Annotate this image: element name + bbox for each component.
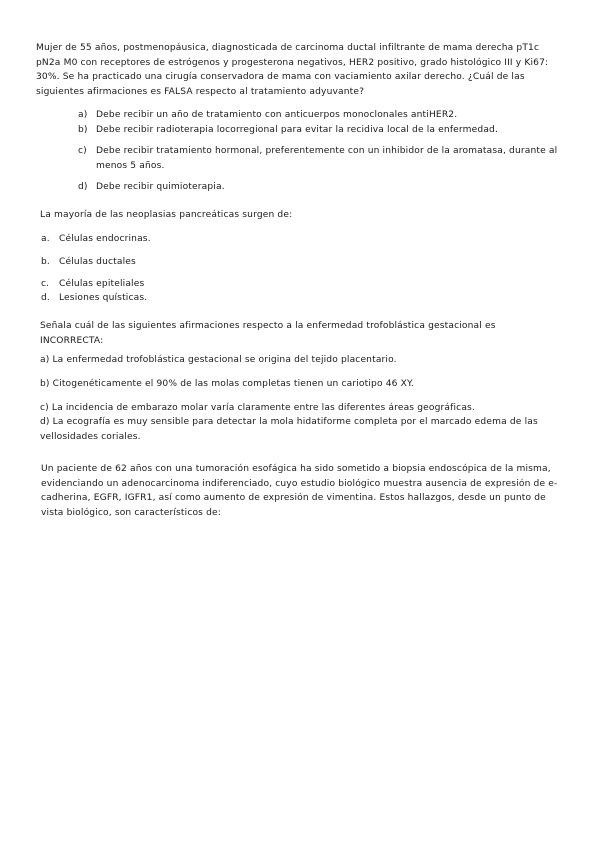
option-text: Debe recibir un año de tratamiento con anticuerpos monoclonales antiHER2. bbox=[96, 110, 458, 120]
question-2-stem: La mayoría de las neoplasias pancreáticas surgen de: bbox=[40, 210, 293, 220]
question-1-stem: Mujer de 55 años, postmenopáusica, diagnosticada de carcinoma ductal infiltrante de mama derecha pT1c pN2a M0 con receptores de estrógenos y progesterona negativos, HER2 positivo, grado histológico III y Ki67: 30%. Se ha practicado una cirugía conservadora de mama con vaciamiento axilar derecho. ¿Cuál de las siguientes afirmaciones es FALSA respecto al tratamiento adyuvante? bbox=[36, 43, 549, 97]
option-text: Lesiones quísticas. bbox=[59, 293, 148, 303]
question-3-option-a: a) La enfermedad trofoblástica gestacional se origina del tejido placentario. bbox=[40, 355, 397, 365]
option-text: Debe recibir quimioterapia. bbox=[96, 182, 225, 193]
option-letter: b. bbox=[41, 257, 50, 267]
option-letter: d) bbox=[78, 182, 88, 193]
option-text: Debe recibir tratamiento hormonal, preferentemente con un inhibidor de la aromatasa, durante al menos 5 años. bbox=[96, 146, 558, 171]
question-1-option-d bbox=[78, 180, 570, 195]
question-3-stem: Señala cuál de las siguientes afirmaciones respecto a la enfermedad trofoblástica gestacional es INCORRECTA: bbox=[40, 321, 496, 346]
option-letter: d. bbox=[41, 293, 50, 303]
option-text: Células ductales bbox=[59, 257, 136, 267]
option-text: Debe recibir radioterapia locorregional para evitar la recidiva local de la enfermedad. bbox=[96, 124, 499, 135]
option-letter: c) bbox=[78, 146, 87, 157]
question-1-option-c bbox=[78, 144, 570, 173]
question-1-option-a bbox=[78, 108, 570, 123]
question-2-option-a bbox=[41, 232, 541, 247]
question-2-option-c bbox=[41, 277, 541, 292]
option-text: Células endocrinas. bbox=[59, 234, 151, 244]
question-3-option-c: c) La incidencia de embarazo molar varía claramente entre las diferentes áreas geográficas. bbox=[40, 403, 475, 413]
question-2-option-d bbox=[41, 291, 541, 306]
option-letter: a) bbox=[78, 110, 88, 120]
question-4-stem: Un paciente de 62 años con una tumoración esofágica ha sido sometido a biopsia endoscópica de la misma, evidenciando un adenocarcinoma indiferenciado, cuyo estudio biológico muestra ausencia de expresión de e-cadherina, EGFR, IGFR1, así como aumento de expresión de vimentina. Estos hallazgos, desde un punto de vista biológico, son característicos de: bbox=[41, 464, 558, 518]
question-1-option-b bbox=[78, 123, 570, 138]
option-letter: a. bbox=[41, 234, 50, 244]
option-letter: c. bbox=[41, 279, 50, 289]
option-text: Células epiteliales bbox=[59, 279, 145, 289]
question-3-option-d: d) La ecografía es muy sensible para detectar la mola hidatiforme completa por el marcado edema de las vellosidades coriales. bbox=[40, 417, 538, 442]
question-1-options bbox=[78, 108, 570, 195]
question-3-option-b: b) Citogenéticamente el 90% de las molas completas tienen un cariotipo 46 XY. bbox=[40, 379, 414, 389]
question-2-option-b bbox=[41, 255, 541, 270]
option-letter: b) bbox=[78, 124, 88, 135]
